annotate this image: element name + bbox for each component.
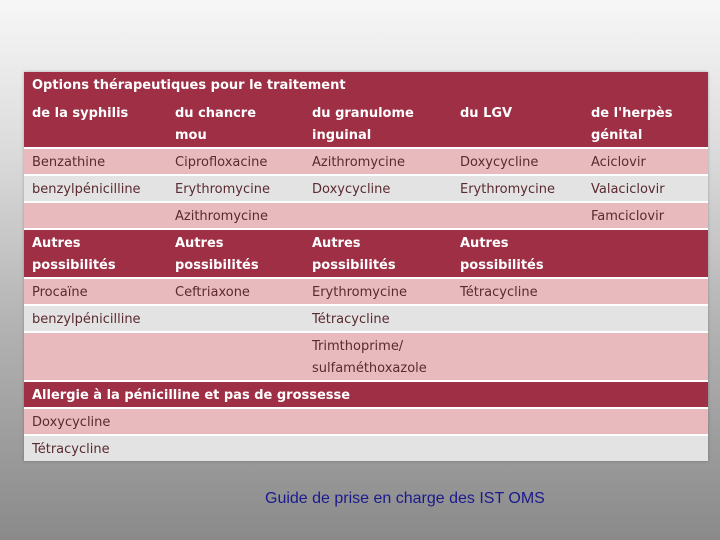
- table-cell: [452, 332, 583, 381]
- column-header-herpes: de l'herpès génital: [583, 100, 708, 148]
- table-row: [24, 175, 708, 202]
- table-cell: Erythromycine: [304, 278, 452, 305]
- column-header-chancre: du chancre mou: [167, 100, 304, 148]
- column-header-row: [24, 100, 708, 148]
- table-cell: Aciclovir: [583, 148, 708, 175]
- table-cell: Azithromycine: [304, 148, 452, 175]
- table-cell: [24, 332, 167, 381]
- table-cell: [452, 305, 583, 332]
- table-row: [24, 435, 708, 461]
- allergy-header: Allergie à la pénicilline et pas de grossesse: [24, 381, 708, 408]
- table-row: [24, 408, 708, 435]
- table-cell: benzylpénicilline: [24, 305, 167, 332]
- table-cell: [167, 305, 304, 332]
- table-row: [24, 332, 708, 381]
- table-cell: Tétracycline: [452, 278, 583, 305]
- table-cell: Doxycycline: [24, 408, 708, 435]
- table-row: [24, 202, 708, 229]
- table-cell: benzylpénicilline: [24, 175, 167, 202]
- table-cell: [24, 202, 167, 229]
- table-cell: Erythromycine: [167, 175, 304, 202]
- other-options-header: Autres possibilités: [304, 229, 452, 278]
- table-row: [24, 148, 708, 175]
- treatment-table: [24, 72, 708, 461]
- table-row: [24, 305, 708, 332]
- table-cell: [167, 332, 304, 381]
- allergy-header-row: [24, 381, 708, 408]
- table-cell: Erythromycine: [452, 175, 583, 202]
- table-cell: Tétracycline: [304, 305, 452, 332]
- table-cell: Ciprofloxacine: [167, 148, 304, 175]
- table-cell: Famciclovir: [583, 202, 708, 229]
- table-cell: [583, 305, 708, 332]
- table-cell: [583, 332, 708, 381]
- other-options-header: [583, 229, 708, 278]
- table-cell: Ceftriaxone: [167, 278, 304, 305]
- column-header-syphilis: de la syphilis: [24, 100, 167, 148]
- table-title: Options thérapeutiques pour le traitement: [24, 72, 708, 100]
- table-cell: Azithromycine: [167, 202, 304, 229]
- source-caption: Guide de prise en charge des IST OMS: [265, 490, 545, 507]
- other-options-header: Autres possibilités: [167, 229, 304, 278]
- table-cell: Valaciclovir: [583, 175, 708, 202]
- other-options-header: Autres possibilités: [452, 229, 583, 278]
- table-cell: [583, 278, 708, 305]
- table-cell: [452, 202, 583, 229]
- column-header-lgv: du LGV: [452, 100, 583, 148]
- table-cell: Doxycycline: [304, 175, 452, 202]
- table-title-row: [24, 72, 708, 100]
- table-cell: Benzathine: [24, 148, 167, 175]
- column-header-granulome: du granulome inguinal: [304, 100, 452, 148]
- table-cell: Tétracycline: [24, 435, 708, 461]
- other-options-header: Autres possibilités: [24, 229, 167, 278]
- table-cell: Trimthoprime/ sulfaméthoxazole: [304, 332, 452, 381]
- table-row: [24, 278, 708, 305]
- treatment-options-table: [24, 72, 708, 461]
- table-cell: Procaïne: [24, 278, 167, 305]
- table-cell: [304, 202, 452, 229]
- table-cell: Doxycycline: [452, 148, 583, 175]
- other-options-header-row: [24, 229, 708, 278]
